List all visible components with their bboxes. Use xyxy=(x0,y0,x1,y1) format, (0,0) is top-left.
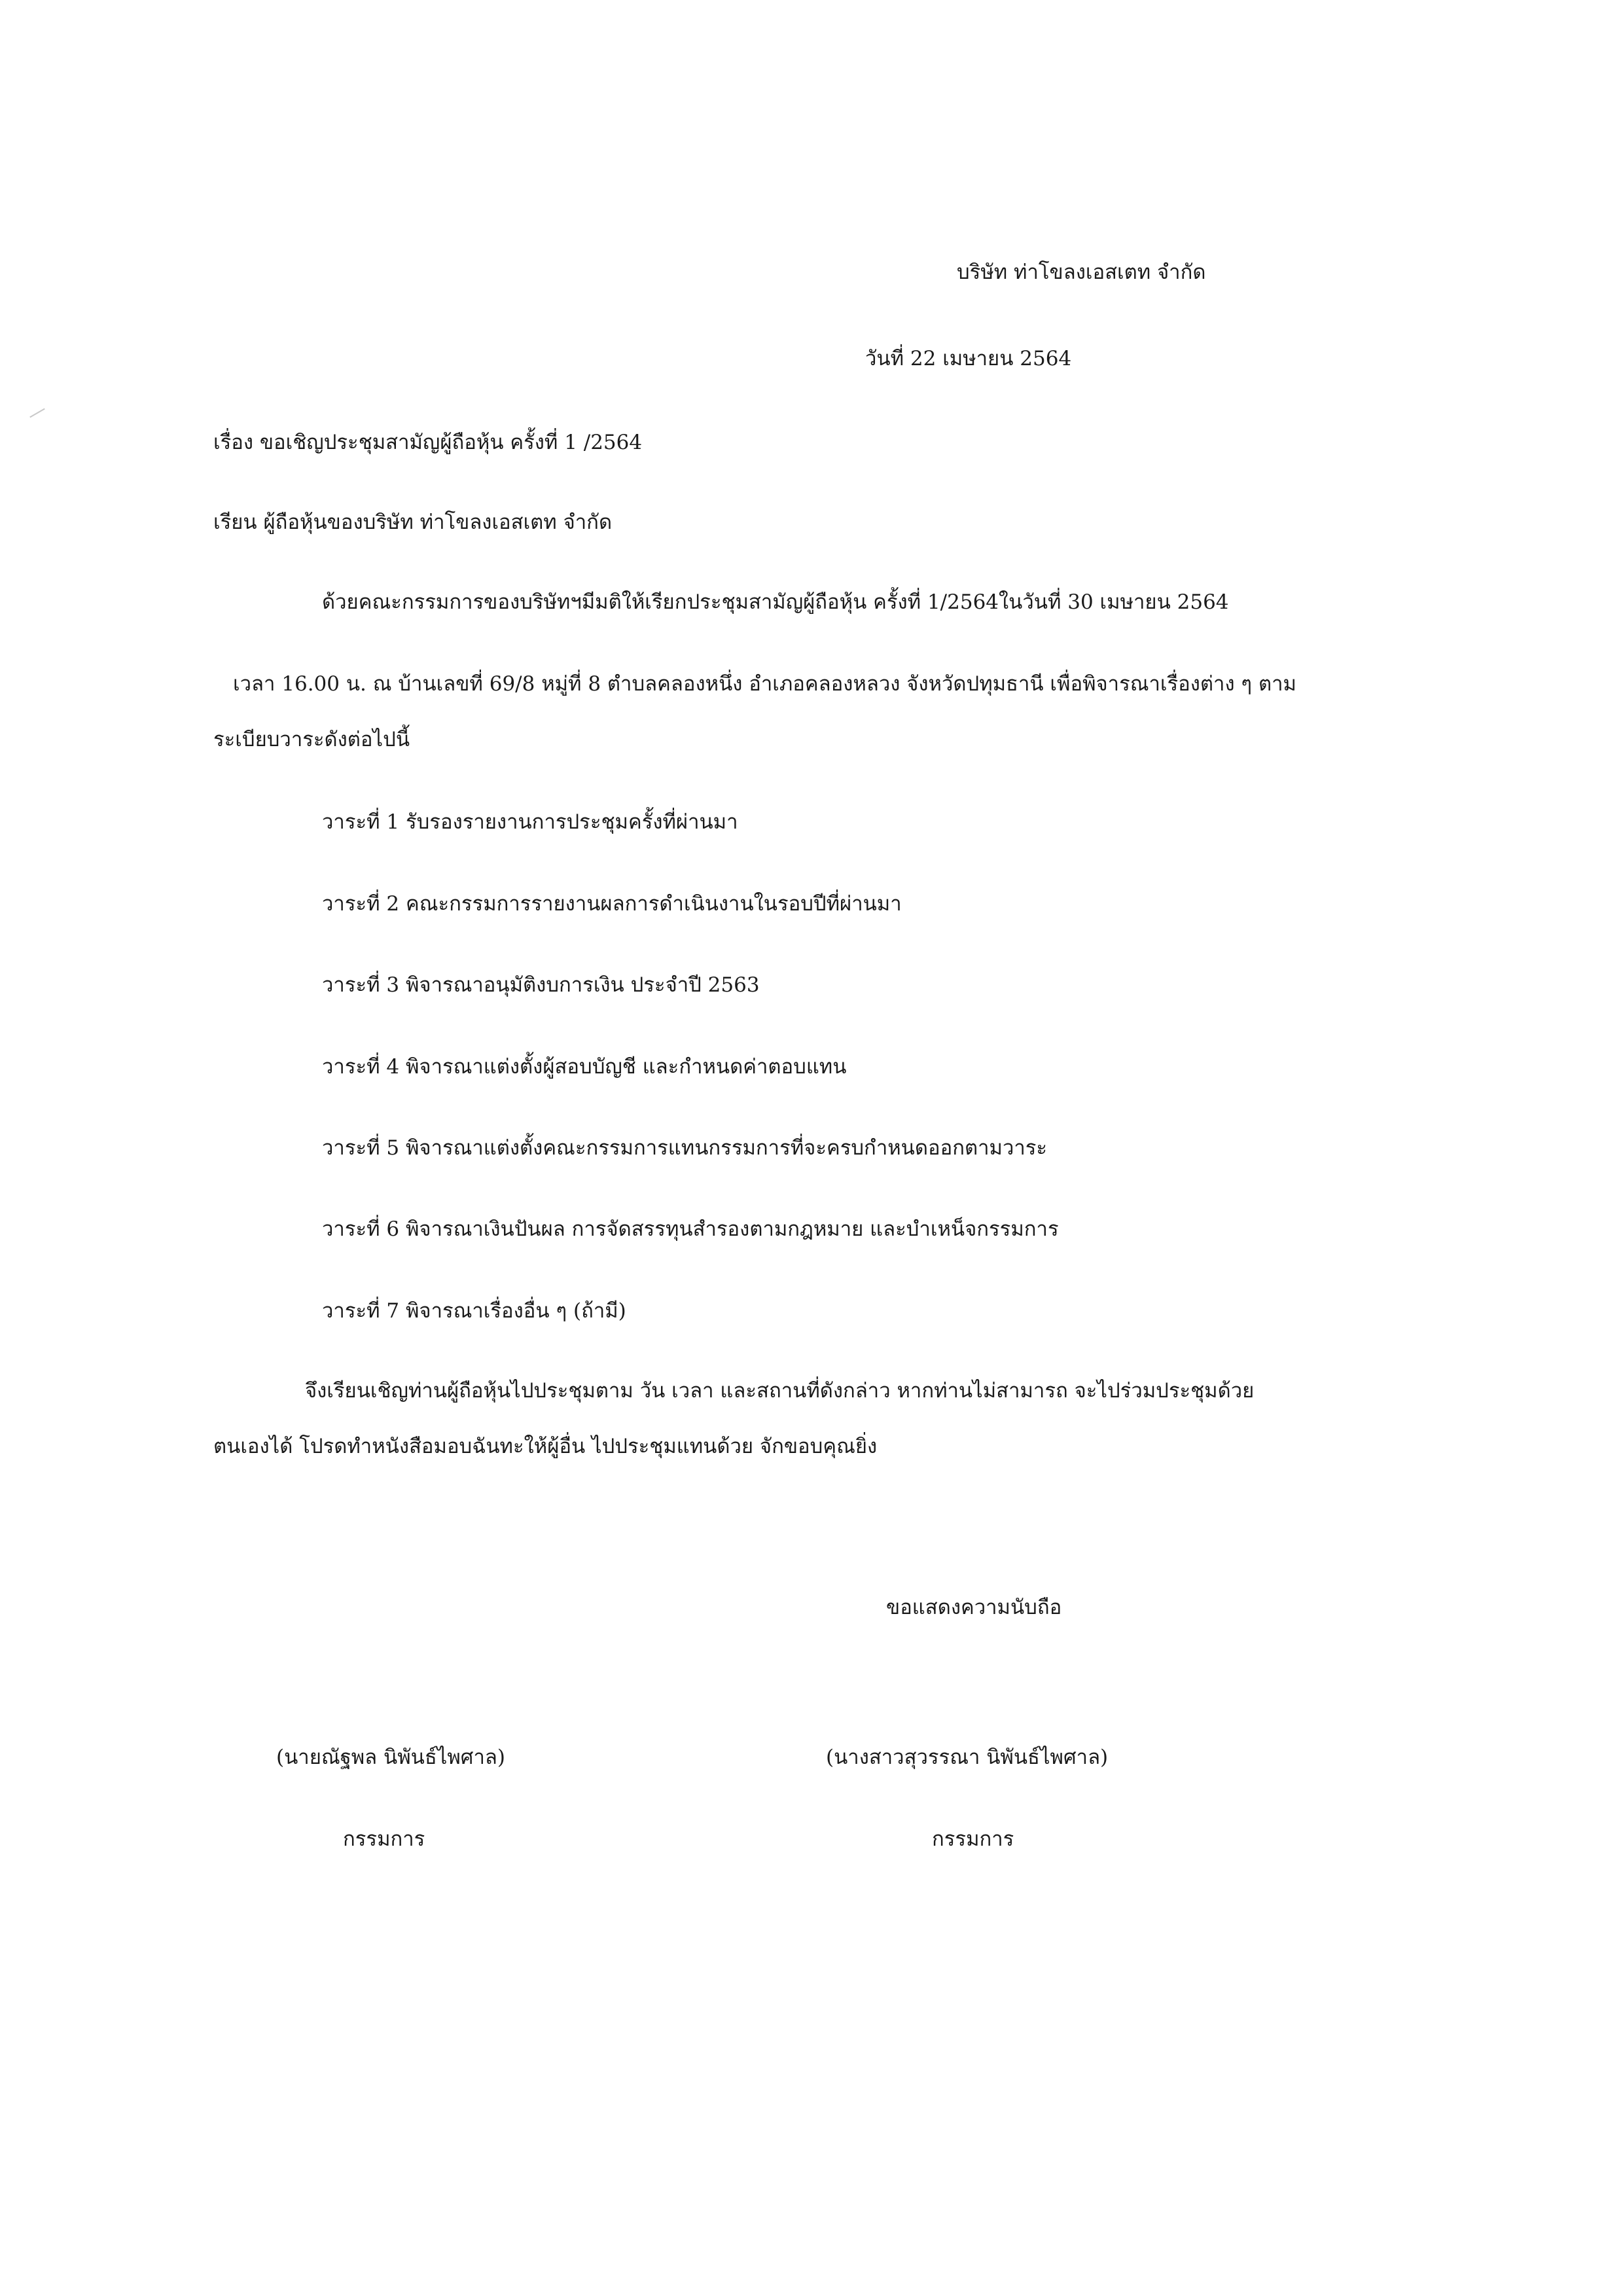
closing-paragraph-line-1: จึงเรียนเชิญท่านผู้ถือหุ้นไปประชุมตาม วัน เวลา และสถานที่ดังกล่าว หากท่านไม่สามารถ จะไปร่วมประชุมด้วย xyxy=(305,1379,1255,1403)
agenda-item-7: วาระที่ 7 พิจารณาเรื่องอื่น ๆ (ถ้ามี) xyxy=(322,1299,626,1323)
agenda-item-1: วาระที่ 1 รับรองรายงานการประชุมครั้งที่ผ่านมา xyxy=(322,810,738,834)
recipient-line: เรียน ผู้ถือหุ้นของบริษัท ท่าโขลงเอสเตท จำกัด xyxy=(213,511,613,534)
agenda-item-4: วาระที่ 4 พิจารณาแต่งตั้งผู้สอบบัญชี และกำหนดค่าตอบแทน xyxy=(322,1055,847,1079)
signatory-2-role: กรรมการ xyxy=(932,1827,1014,1851)
body-paragraph-line-2: เวลา 16.00 น. ณ บ้านเลขที่ 69/8 หมู่ที่ 8 ตำบลคลองหนึ่ง อำเภอคลองหลวง จังหวัดปทุมธานี เพื่อพิจารณาเรื่องต่าง ๆ ตาม xyxy=(233,672,1296,696)
scan-mark xyxy=(29,408,45,418)
signatory-1-role: กรรมการ xyxy=(343,1827,425,1851)
closing-paragraph-line-2: ตนเองได้ โปรดทำหนังสือมอบฉันทะให้ผู้อื่น ไปประชุมแทนด้วย จักขอบคุณยิ่ง xyxy=(213,1435,878,1458)
agenda-item-5: วาระที่ 5 พิจารณาแต่งตั้งคณะกรรมการแทนกรรมการที่จะครบกำหนดออกตามวาระ xyxy=(322,1136,1048,1160)
subject-line: เรื่อง ขอเชิญประชุมสามัญผู้ถือหุ้น ครั้งที่ 1 /2564 xyxy=(213,431,643,454)
signatory-1-name: (นายณัฐพล นิพันธ์ไพศาล) xyxy=(276,1746,505,1769)
agenda-item-6: วาระที่ 6 พิจารณาเงินปันผล การจัดสรรทุนสำรองตามกฎหมาย และบำเหน็จกรรมการ xyxy=(322,1217,1059,1241)
signatory-2-name: (นางสาวสุวรรณา นิพันธ์ไพศาล) xyxy=(826,1746,1109,1769)
agenda-item-2: วาระที่ 2 คณะกรรมการรายงานผลการดำเนินงานในรอบปีที่ผ่านมา xyxy=(322,892,902,916)
body-paragraph-line-1: ด้วยคณะกรรมการของบริษัทฯมีมติให้เรียกประชุมสามัญผู้ถือหุ้น ครั้งที่ 1/2564ในวันที่ 30 เมษายน 2564 xyxy=(322,590,1229,614)
company-name: บริษัท ท่าโขลงเอสเตท จำกัด xyxy=(957,260,1206,284)
letter-date: วันที่ 22 เมษายน 2564 xyxy=(865,347,1072,370)
body-paragraph-line-3: ระเบียบวาระดังต่อไปนี้ xyxy=(213,728,410,751)
regards-line: ขอแสดงความนับถือ xyxy=(886,1596,1062,1619)
agenda-item-3: วาระที่ 3 พิจารณาอนุมัติงบการเงิน ประจำปี 2563 xyxy=(322,973,760,997)
